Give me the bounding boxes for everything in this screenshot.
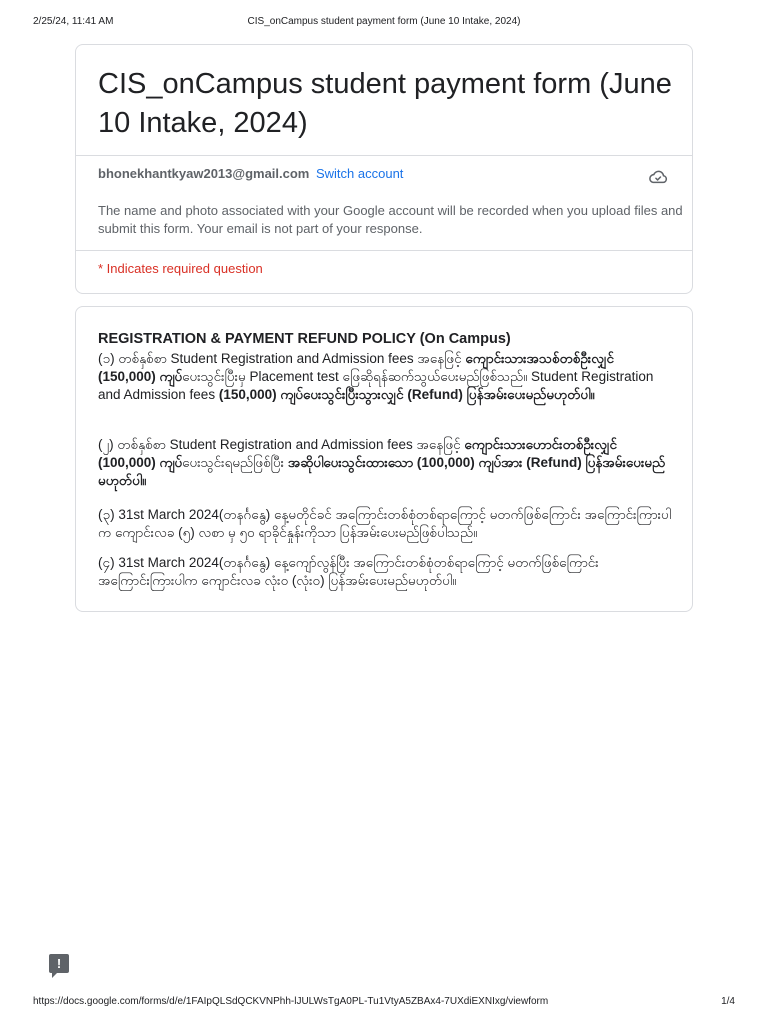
policy-paragraph-4: (၄) 31st March 2024(တနင်္ဂနွေ) နေ့ကျော်လွန်ပြီး အကြောင်းတစ်စုံတစ်ရာကြောင့် မတက်ဖြစ်ကြောင်း အကြောင်းကြားပါက ကျောင်းလခ လုံးဝ (လုံးဝ) ပြန်အမ်းပေးမည်မဟုတ်ပါ။ — [98, 555, 599, 588]
print-footer — [0, 996, 768, 1010]
divider — [76, 155, 692, 156]
required-note: * Indicates required question — [98, 261, 263, 276]
form-title: CIS_onCampus student payment form (June 10 Intake, 2024) — [98, 68, 672, 139]
privacy-notice: The name and photo associated with your Google account will be recorded when you upload files and submit this form. Your email is not part of your response. — [98, 203, 683, 236]
policy-p2-bold: ကျောင်းသားဟောင်းတစ်ဦးလျှင် (100,000) ကျပ် — [98, 437, 618, 470]
account-row — [98, 166, 403, 182]
cloud-sync-icon — [648, 169, 668, 185]
policy-paragraph-2 — [98, 436, 672, 490]
divider — [76, 250, 692, 251]
print-page-title: CIS_onCampus student payment form (June 10 Intake, 2024) — [247, 16, 521, 27]
policy-heading: REGISTRATION & PAYMENT REFUND POLICY (On Campus) — [98, 331, 511, 347]
policy-p2-text-2: ပေးသွင်းရမည်ဖြစ်ပြီး — [182, 455, 288, 470]
page-number: 1/4 — [721, 996, 735, 1007]
feedback-glyph: ! — [56, 956, 62, 971]
policy-p2-text: (၂) တစ်နှစ်စာ Student Registration and Admission fees အနေဖြင့် — [98, 437, 465, 452]
policy-p1-text-2: ပေးသွင်းပြီးမှ Placement test ဖြေဆိုရန်ဆက်သွယ်ပေးမည်ဖြစ်သည်။ Student Registration and Admission fees — [98, 369, 654, 402]
refund-policy-card — [75, 306, 693, 612]
print-header — [0, 16, 768, 30]
policy-paragraph-3: (၃) 31st March 2024(တနင်္ဂနွေ) နေ့မတိုင်ခင် အကြောင်းတစ်စုံတစ်ရာကြောင့် မတက်ဖြစ်ကြောင်း အကြောင်းကြားပါက ကျောင်းလခ (၅) လစာ မှ ၅၀ ရာခိုင်နှုန်းကိုသာ ပြန်အမ်းပေးမည်ဖြစ်ပါသည်။ — [98, 507, 672, 540]
switch-account-link[interactable]: Switch account — [315, 166, 404, 181]
form-header-card — [75, 44, 693, 294]
policy-paragraph-1 — [98, 350, 672, 404]
account-email: bhonekhantkyaw2013@gmail.com — [98, 166, 310, 181]
page-url: https://docs.google.com/forms/d/e/1FAIpQLSdQCKVNPhh-lJULWsTgA0PL-Tu1VtyA5ZBAx4-7UXdiEXNIxg/viewform — [33, 996, 549, 1007]
policy-p1-text: (၁) တစ်နှစ်စာ Student Registration and Admission fees အနေဖြင့် — [98, 351, 466, 366]
policy-p2-bold-2: အဆိုပါပေးသွင်းထားသော (100,000) ကျပ်အား (Refund) ပြန်အမ်းပေးမည်မဟုတ်ပါ။ — [98, 455, 666, 488]
policy-p1-bold-2: (150,000) ကျပ်ပေးသွင်းပြီးသွားလျှင် (Refund) ပြန်အမ်းပေးမည်မဟုတ်ပါ။ — [218, 387, 595, 402]
print-datetime: 2/25/24, 11:41 AM — [33, 16, 114, 27]
policy-p1-bold: ကျောင်းသားအသစ်တစ်ဦးလျှင် (150,000) ကျပ် — [98, 351, 615, 384]
report-feedback-icon[interactable] — [49, 954, 69, 973]
